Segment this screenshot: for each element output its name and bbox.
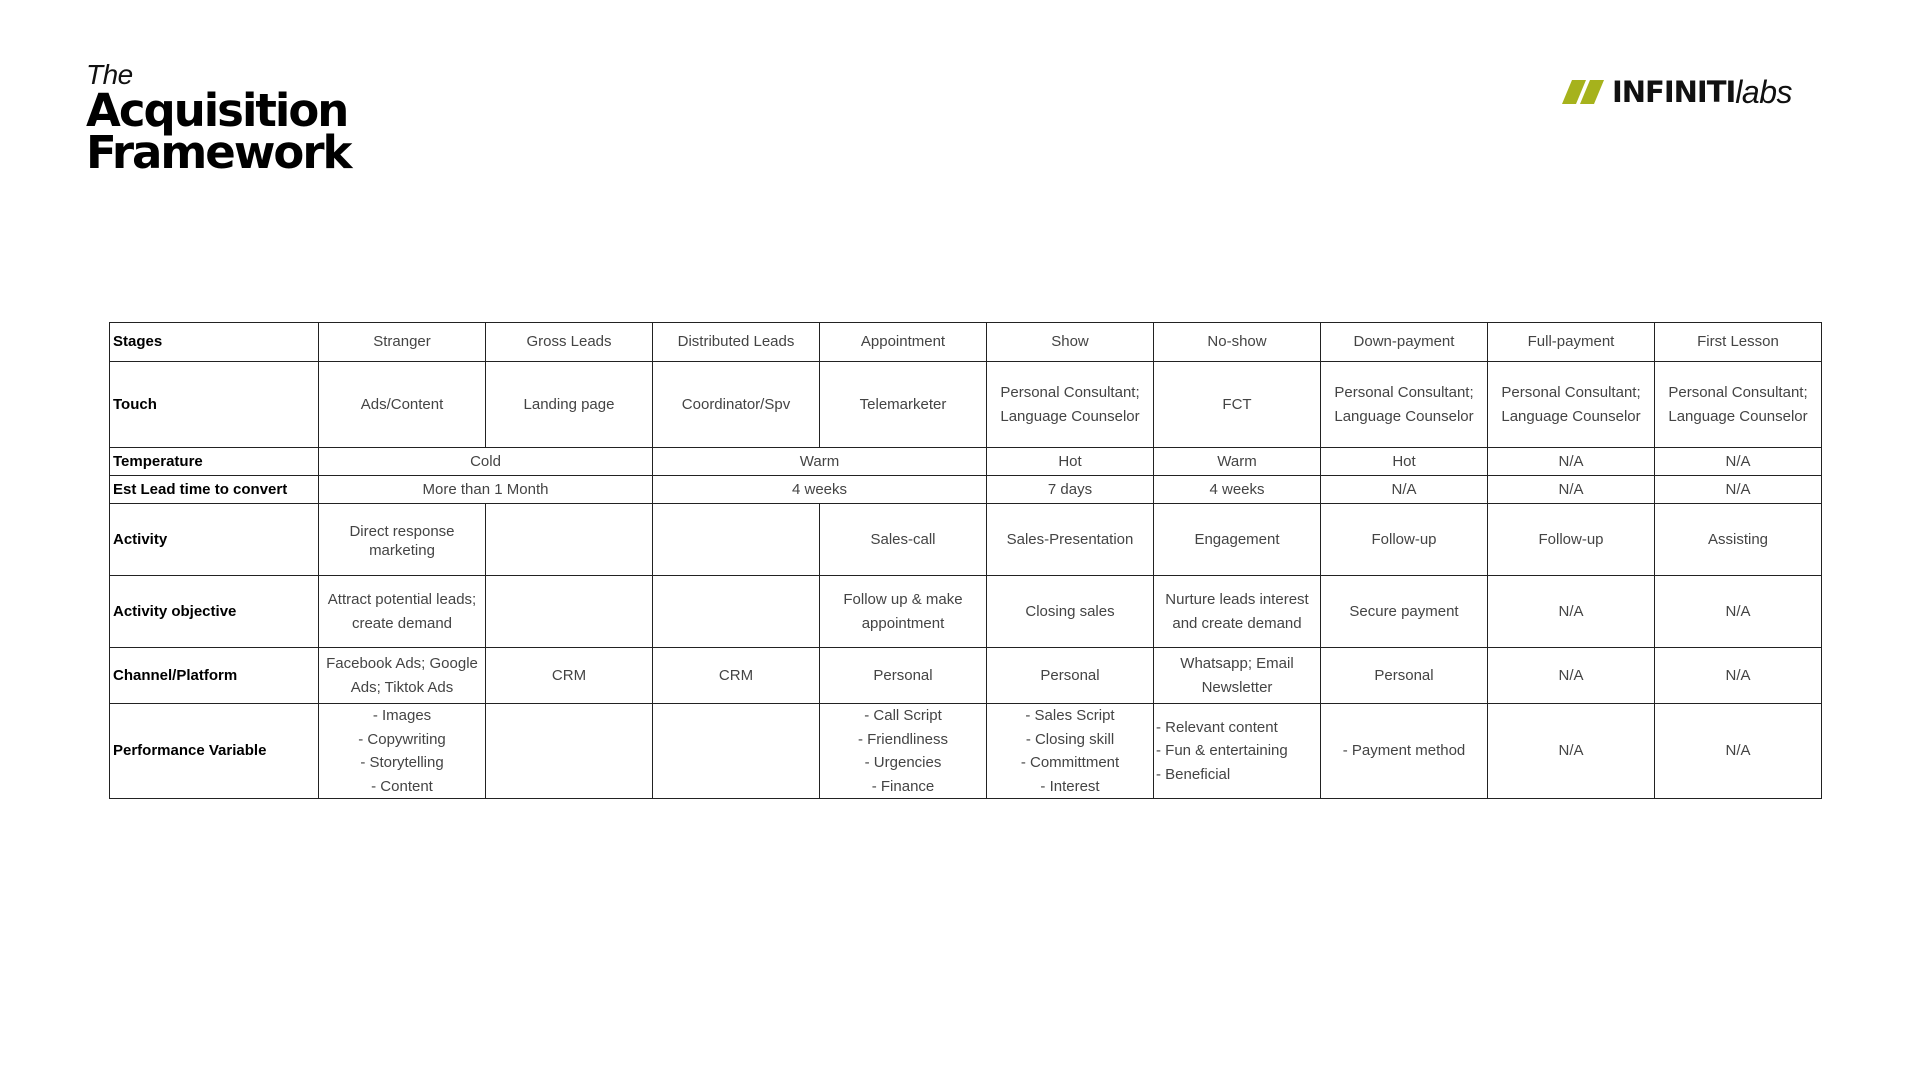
brand-logo bbox=[1562, 73, 1792, 110]
table-cell bbox=[486, 504, 653, 576]
table-cell: Secure payment bbox=[1321, 576, 1488, 648]
table-cell: Follow up & make appointment bbox=[820, 576, 987, 648]
table-cell: N/A bbox=[1488, 476, 1655, 504]
list-item: - Content bbox=[371, 777, 433, 795]
list-item: - Beneficial bbox=[1156, 765, 1231, 783]
table-cell: N/A bbox=[1488, 448, 1655, 476]
table-cell: N/A bbox=[1321, 476, 1488, 504]
acquisition-framework-table bbox=[109, 322, 1822, 799]
table-cell bbox=[1154, 704, 1321, 799]
table-cell: More than 1 Month bbox=[319, 476, 653, 504]
table-row-performance bbox=[110, 704, 1822, 799]
table-cell: 4 weeks bbox=[653, 476, 987, 504]
list-item: - Storytelling bbox=[360, 754, 444, 771]
table-cell: Engagement bbox=[1154, 504, 1321, 576]
table-cell bbox=[653, 504, 820, 576]
table-cell: 4 weeks bbox=[1154, 476, 1321, 504]
table-cell: N/A bbox=[1655, 648, 1822, 704]
table-cell: First Lesson bbox=[1655, 323, 1822, 362]
list-item: - Images bbox=[372, 707, 432, 724]
table-cell: Sales-Presentation bbox=[987, 504, 1154, 576]
row-header: Activity bbox=[110, 504, 319, 576]
table-cell: Telemarketer bbox=[820, 362, 987, 448]
table-row-activity-objective bbox=[110, 576, 1822, 648]
table-cell: Closing sales bbox=[987, 576, 1154, 648]
list-item: - Copywriting bbox=[358, 730, 446, 748]
table-cell: Full-payment bbox=[1488, 323, 1655, 362]
title-line-2: Framework bbox=[86, 126, 351, 179]
row-header: Performance Variable bbox=[110, 704, 319, 799]
row-header: Stages bbox=[110, 323, 319, 362]
table-row-lead-time bbox=[110, 476, 1822, 504]
table-cell: Appointment bbox=[820, 323, 987, 362]
table-cell: Assisting bbox=[1655, 504, 1822, 576]
table-cell: Nurture leads interest and create demand bbox=[1154, 576, 1321, 648]
page-title bbox=[86, 59, 351, 179]
list-item: - Call Script bbox=[864, 707, 942, 724]
table-cell: N/A bbox=[1655, 576, 1822, 648]
table-cell: N/A bbox=[1655, 476, 1822, 504]
table-cell: CRM bbox=[486, 648, 653, 704]
table-cell: Cold bbox=[319, 448, 653, 476]
row-header: Touch bbox=[110, 362, 319, 448]
logo-sub-text: labs bbox=[1735, 73, 1792, 110]
list-item: - Urgencies bbox=[864, 754, 942, 771]
table-cell: Warm bbox=[653, 448, 987, 476]
table-cell: Hot bbox=[987, 448, 1154, 476]
table-cell bbox=[653, 576, 820, 648]
table-cell: Whatsapp; Email Newsletter bbox=[1154, 648, 1321, 704]
row-header: Activity objective bbox=[110, 576, 319, 648]
logo-brand-text: INFINITI bbox=[1612, 75, 1736, 109]
table-cell bbox=[486, 704, 653, 799]
table-cell: Follow-up bbox=[1321, 504, 1488, 576]
list-item: - Interest bbox=[1040, 777, 1100, 795]
table-cell bbox=[987, 704, 1154, 799]
table-cell bbox=[486, 576, 653, 648]
table-cell: Attract potential leads; create demand bbox=[319, 576, 486, 648]
list-item: - Relevant content bbox=[1156, 718, 1278, 736]
table-cell: Personal Consultant; Language Counselor bbox=[987, 362, 1154, 448]
table-cell: Ads/Content bbox=[319, 362, 486, 448]
double-slash-icon bbox=[1562, 80, 1606, 104]
table-cell: FCT bbox=[1154, 362, 1321, 448]
table-cell: Personal Consultant; Language Counselor bbox=[1488, 362, 1655, 448]
title-prefix: The bbox=[86, 59, 133, 90]
table-cell: CRM bbox=[653, 648, 820, 704]
row-header: Channel/Platform bbox=[110, 648, 319, 704]
table-cell bbox=[820, 704, 987, 799]
table-cell: Coordinator/Spv bbox=[653, 362, 820, 448]
table-cell: N/A bbox=[1655, 448, 1822, 476]
list-item: - Committment bbox=[1020, 754, 1120, 771]
table-cell: Follow-up bbox=[1488, 504, 1655, 576]
table-cell: Show bbox=[987, 323, 1154, 362]
table-cell: 7 days bbox=[987, 476, 1154, 504]
table-cell: No-show bbox=[1154, 323, 1321, 362]
table-cell: N/A bbox=[1488, 704, 1655, 799]
table-cell: N/A bbox=[1655, 704, 1822, 799]
table-row-activity bbox=[110, 504, 1822, 576]
list-item: - Friendliness bbox=[857, 730, 949, 748]
table-row-touch bbox=[110, 362, 1822, 448]
table-cell: Hot bbox=[1321, 448, 1488, 476]
list-item: - Closing skill bbox=[1025, 730, 1115, 748]
table-cell: Personal bbox=[1321, 648, 1488, 704]
title-line-1: Acquisition bbox=[86, 84, 348, 137]
table-row-temperature bbox=[110, 448, 1822, 476]
table-cell: Distributed Leads bbox=[653, 323, 820, 362]
table-row-channel bbox=[110, 648, 1822, 704]
list-item: - Finance bbox=[871, 777, 935, 795]
table-cell: Gross Leads bbox=[486, 323, 653, 362]
table-cell: Facebook Ads; Google Ads; Tiktok Ads bbox=[319, 648, 486, 704]
table-cell: Stranger bbox=[319, 323, 486, 362]
table-cell: Sales-call bbox=[820, 504, 987, 576]
table-row-stages bbox=[110, 323, 1822, 362]
table-cell bbox=[653, 704, 820, 799]
table-cell: Down-payment bbox=[1321, 323, 1488, 362]
table-cell: Personal Consultant; Language Counselor bbox=[1655, 362, 1822, 448]
table-cell: Personal bbox=[987, 648, 1154, 704]
row-header: Temperature bbox=[110, 448, 319, 476]
row-header: Est Lead time to convert bbox=[110, 476, 319, 504]
table-cell: Warm bbox=[1154, 448, 1321, 476]
table-cell: N/A bbox=[1488, 576, 1655, 648]
table-cell: N/A bbox=[1488, 648, 1655, 704]
table-cell: - Payment method bbox=[1321, 704, 1488, 799]
table-cell: Personal Consultant; Language Counselor bbox=[1321, 362, 1488, 448]
table-cell: Personal bbox=[820, 648, 987, 704]
list-item: - Fun & entertaining bbox=[1156, 742, 1288, 760]
table-cell: Direct response marketing bbox=[319, 504, 486, 576]
table-cell: Landing page bbox=[486, 362, 653, 448]
table-cell bbox=[319, 704, 486, 799]
list-item: - Sales Script bbox=[1025, 707, 1115, 724]
